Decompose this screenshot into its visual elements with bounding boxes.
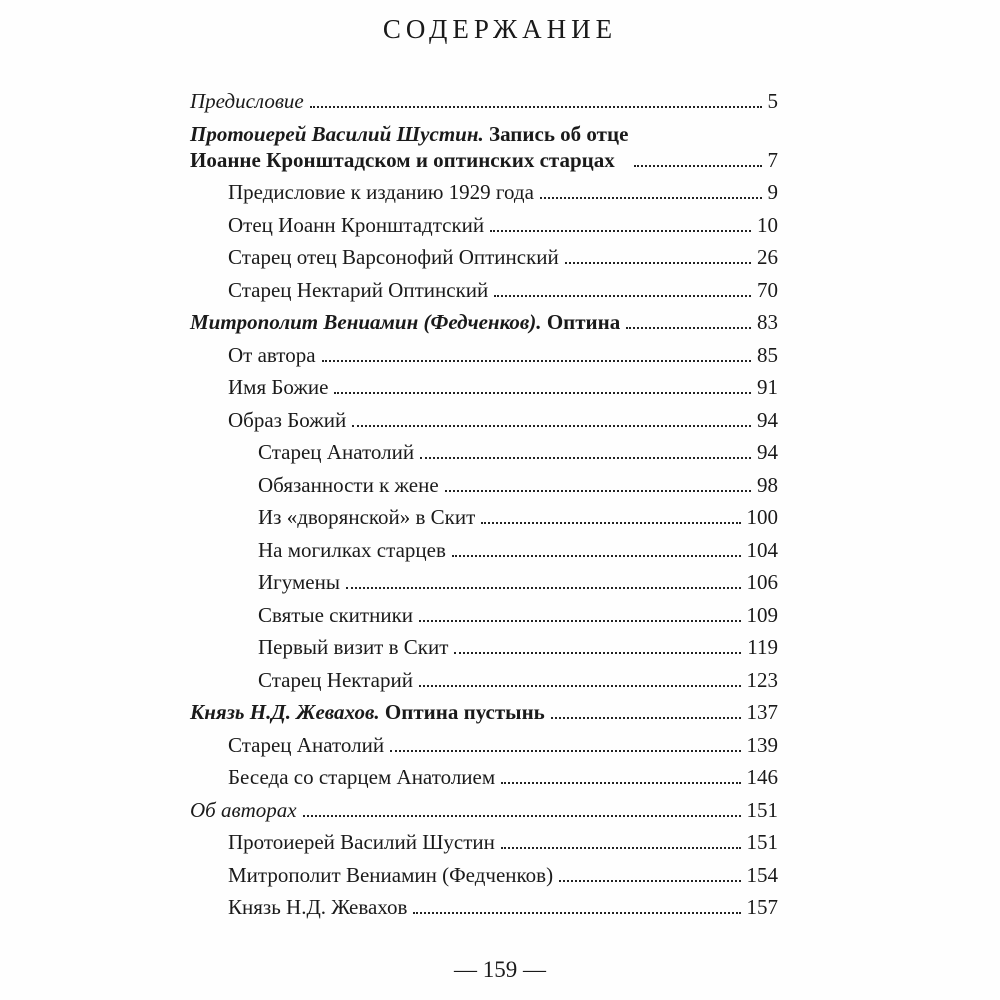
toc-page-number: 123 (746, 667, 778, 692)
dot-leader (490, 230, 751, 232)
toc-work-title: Запись об отце (489, 121, 629, 146)
toc-entry-label: Обязанности к жене (258, 472, 439, 497)
dot-leader (419, 620, 740, 622)
dot-leader (551, 717, 741, 719)
dot-leader (454, 652, 741, 654)
toc-entry-obraz (190, 407, 778, 433)
toc-entry-text (228, 244, 559, 270)
toc-page-number: 26 (757, 245, 778, 269)
toc-entry-label: Святые скитники (258, 602, 414, 627)
dot-leader (559, 880, 740, 882)
toc-entry-anatoliy-1 (190, 439, 778, 465)
toc-entry-text (190, 121, 628, 173)
toc-entry-label: На могилках старцев (258, 537, 446, 562)
dot-leader (419, 685, 741, 687)
toc-work-title: Оптина (546, 310, 621, 334)
toc-entry-text (258, 602, 413, 628)
toc-entry-text (190, 88, 304, 114)
toc-entry-text (258, 634, 448, 660)
toc-entry-text (228, 732, 384, 758)
toc-entry-text (258, 537, 446, 563)
toc-entry-text (258, 472, 439, 498)
toc-entry-label: От автора (228, 342, 316, 367)
toc-entry-text (228, 277, 488, 303)
dot-leader (420, 457, 751, 459)
toc-page-number: 94 (757, 440, 778, 464)
toc-entry-text (228, 894, 407, 920)
toc-work-title-continued: Иоанне Кронштадском и оптинских старцах (190, 147, 615, 172)
toc-entry-label: Митрополит Вениамин (Федченков) (228, 862, 554, 887)
toc-page-number: 119 (747, 635, 778, 659)
toc-entry-label: Предисловие (190, 89, 304, 113)
dot-leader (501, 782, 740, 784)
toc-entry-ob-avtorah (190, 797, 778, 823)
toc-entry-label: Об авторах (190, 797, 297, 822)
toc-entry-a-zhevakhov (190, 894, 778, 920)
toc-author-name: Протоиерей Василий Шустин. (190, 121, 484, 146)
toc-page-number: 9 (767, 180, 778, 204)
toc-entry-zhevakhov (190, 699, 778, 725)
toc-entry-a-shustin (190, 829, 778, 855)
toc-entry-anatoliy-2 (190, 732, 778, 758)
dot-leader (413, 912, 740, 914)
toc-work-title: Оптина пустынь (384, 700, 545, 724)
toc-page-number: 104 (746, 537, 778, 562)
toc-entry-mogilki (190, 537, 778, 563)
dot-leader (452, 555, 741, 557)
toc-entry-label: Имя Божие (228, 375, 329, 399)
toc-entry-line (190, 309, 620, 335)
toc-entry-imya (190, 374, 778, 400)
dot-leader (390, 750, 740, 752)
toc-entry-label: Предисловие к изданию 1929 года (228, 180, 534, 204)
toc-page-number: 151 (746, 830, 778, 854)
toc-entry-text (190, 797, 297, 823)
dot-leader (352, 425, 751, 427)
toc-entry-text (228, 342, 316, 368)
dot-leader (494, 295, 751, 297)
toc-entry-pred-1929 (190, 179, 778, 205)
toc-entry-text (258, 504, 475, 530)
toc-entry-obyazannosti (190, 472, 778, 498)
toc-page-number: 109 (746, 602, 778, 627)
toc-entry-predislovie (190, 88, 778, 114)
toc-page-number: 94 (757, 407, 778, 432)
toc-entry-line (190, 121, 628, 147)
toc-entry-label: Игумены (258, 570, 340, 594)
dot-leader (565, 262, 751, 264)
toc-entry-text (190, 699, 545, 725)
toc-entry-vizit (190, 634, 778, 660)
toc-entry-label: Из «дворянской» в Скит (258, 505, 476, 529)
toc-entry-text (228, 407, 346, 433)
dot-leader (310, 106, 762, 108)
page-number: — 159 — (454, 957, 546, 982)
toc-page-number: 85 (757, 342, 778, 367)
toc-entry-text (258, 439, 414, 465)
toc-entry-line (190, 699, 545, 725)
toc-entry-veniamin (190, 309, 778, 335)
toc-entry-varsonofiy (190, 244, 778, 270)
dot-leader (303, 815, 741, 817)
toc-entry-dvoryanskoy (190, 504, 778, 530)
toc-entry-text (228, 764, 495, 790)
toc-page-number: 5 (767, 89, 778, 113)
dot-leader (481, 522, 740, 524)
toc-entry-label: Старец отец Варсонофий Оптинский (228, 245, 559, 269)
toc-page-number: 106 (746, 570, 778, 594)
toc-entry-beseda (190, 764, 778, 790)
dot-leader (626, 327, 751, 329)
toc-entry-ot-avtora (190, 342, 778, 368)
toc-entry-text (258, 667, 413, 693)
toc-entry-nektariy (190, 277, 778, 303)
toc-page-number: 70 (757, 277, 778, 302)
toc-page-number: 7 (767, 147, 778, 172)
toc-page-number: 83 (757, 310, 778, 334)
dot-leader (634, 165, 761, 167)
toc-entry-text (228, 179, 534, 205)
toc-page-number: 154 (746, 862, 778, 887)
toc-entry-label: Беседа со старцем Анатолием (228, 765, 496, 789)
toc-entry-text (228, 829, 495, 855)
toc-entry-igumeny (190, 569, 778, 595)
toc-page-number: 157 (746, 895, 778, 919)
toc-page-number: 10 (757, 212, 778, 237)
dot-leader (322, 360, 751, 362)
page-title: СОДЕРЖАНИЕ (382, 14, 618, 44)
toc-entry-text (258, 569, 340, 595)
toc-entry-label: Князь Н.Д. Жевахов (228, 895, 408, 919)
toc-entry-label: Первый визит в Скит (258, 635, 449, 659)
toc-page-number: 137 (746, 700, 778, 724)
toc-entry-text (228, 212, 484, 238)
toc-entry-skitniki (190, 602, 778, 628)
toc-entry-text (190, 309, 620, 335)
toc-page-number: 139 (746, 732, 778, 757)
dot-leader (501, 847, 741, 849)
toc-author-name: Митрополит Вениамин (Федченков). (190, 310, 542, 334)
toc-entry-label: Отец Иоанн Кронштадтский (228, 212, 485, 237)
toc-entry-label: Старец Анатолий (228, 732, 385, 757)
toc-entry-shustin (190, 121, 778, 173)
dot-leader (334, 392, 751, 394)
dot-leader (346, 587, 741, 589)
toc-page-number: 100 (746, 505, 778, 529)
toc-entry-label: Образ Божий (228, 407, 347, 432)
toc-entry-text (228, 374, 328, 400)
toc-page-number: 151 (746, 797, 778, 822)
toc-author-name: Князь Н.Д. Жевахов. (190, 700, 380, 724)
toc-entry-label: Старец Анатолий (258, 440, 415, 464)
toc-entry-nektariy-2 (190, 667, 778, 693)
dot-leader (445, 490, 751, 492)
toc-page-number: 91 (757, 375, 778, 399)
toc-entry-text (228, 862, 553, 888)
toc-entry-a-veniamin (190, 862, 778, 888)
toc-entry-label: Старец Нектарий (258, 667, 413, 692)
toc-page-number: 146 (746, 765, 778, 789)
table-of-contents (190, 88, 778, 927)
toc-entry-ioann (190, 212, 778, 238)
dot-leader (540, 197, 762, 199)
toc-entry-label: Старец Нектарий Оптинский (228, 277, 489, 302)
toc-page-number: 98 (757, 472, 778, 497)
toc-entry-label: Протоиерей Василий Шустин (228, 830, 495, 854)
